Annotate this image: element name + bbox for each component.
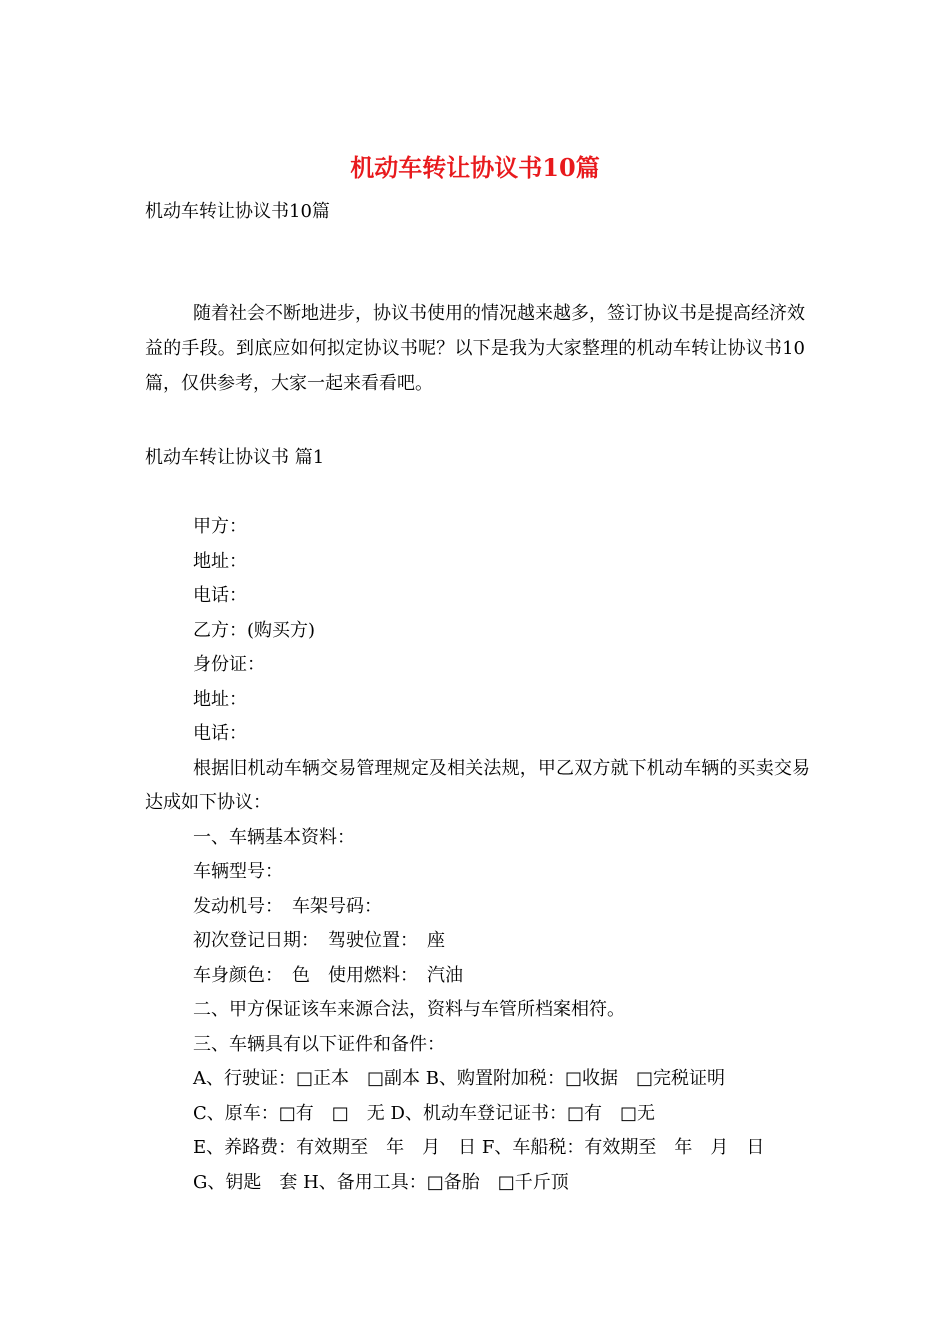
color-fuel-line: 车身颜色： 色 使用燃料： 汽油 [193,964,463,986]
party-b-id-line: 身份证： [193,654,265,675]
party-b-line: 乙方：(购买方) [193,619,316,641]
document-subtitle: 机动车转让协议书10篇 [145,201,330,222]
party-b-phone-line: 电话： [193,723,247,744]
party-a-line: 甲方： [193,516,247,537]
party-b-address-line: 地址： [193,688,247,710]
documents-line-ef: E、养路费：有效期至 年 月 日 F、车船税：有效期至 年 月 日 [193,1137,765,1158]
intro-paragraph: 随着社会不断地进步，协议书使用的情况越来越多，签订协议书是提高经济效益的手段。到底应如何拟定协议书呢？以下是我为大家整理的机动车转让协议书10篇，仅供参考，大家一起来看看吧。 [145,303,805,394]
agreement-body [145,510,815,1200]
document-title: 机动车转让协议书10篇 [350,153,600,182]
clause-2: 二、甲方保证该车来源合法，资料与车管所档案相符。 [193,999,625,1020]
vehicle-model-line: 车辆型号： [193,861,283,882]
party-a-phone-line: 电话： [193,585,247,606]
clause-1-heading: 一、车辆基本资料： [193,826,355,848]
documents-line-gh: G、钥匙 套 H、备用工具：□备胎 □千斤顶 [193,1171,569,1193]
documents-line-ab: A、行驶证：□正本 □副本 B、购置附加税：□收据 □完税证明 [193,1068,725,1089]
registration-seats-line: 初次登记日期： 驾驶位置： 座 [193,930,445,951]
clause-3-heading: 三、车辆具有以下证件和备件： [193,1033,445,1055]
engine-frame-line: 发动机号： 车架号码： [193,895,382,917]
party-a-address-line: 地址： [193,550,247,572]
agreement-preamble: 根据旧机动车辆交易管理规定及相关法规，甲乙双方就下机动车辆的买卖交易达成如下协议： [145,757,810,813]
section-heading: 机动车转让协议书 篇1 [145,447,325,468]
documents-line-cd: C、原车：□有 □ 无 D、机动车登记证书：□有 □无 [193,1102,655,1124]
